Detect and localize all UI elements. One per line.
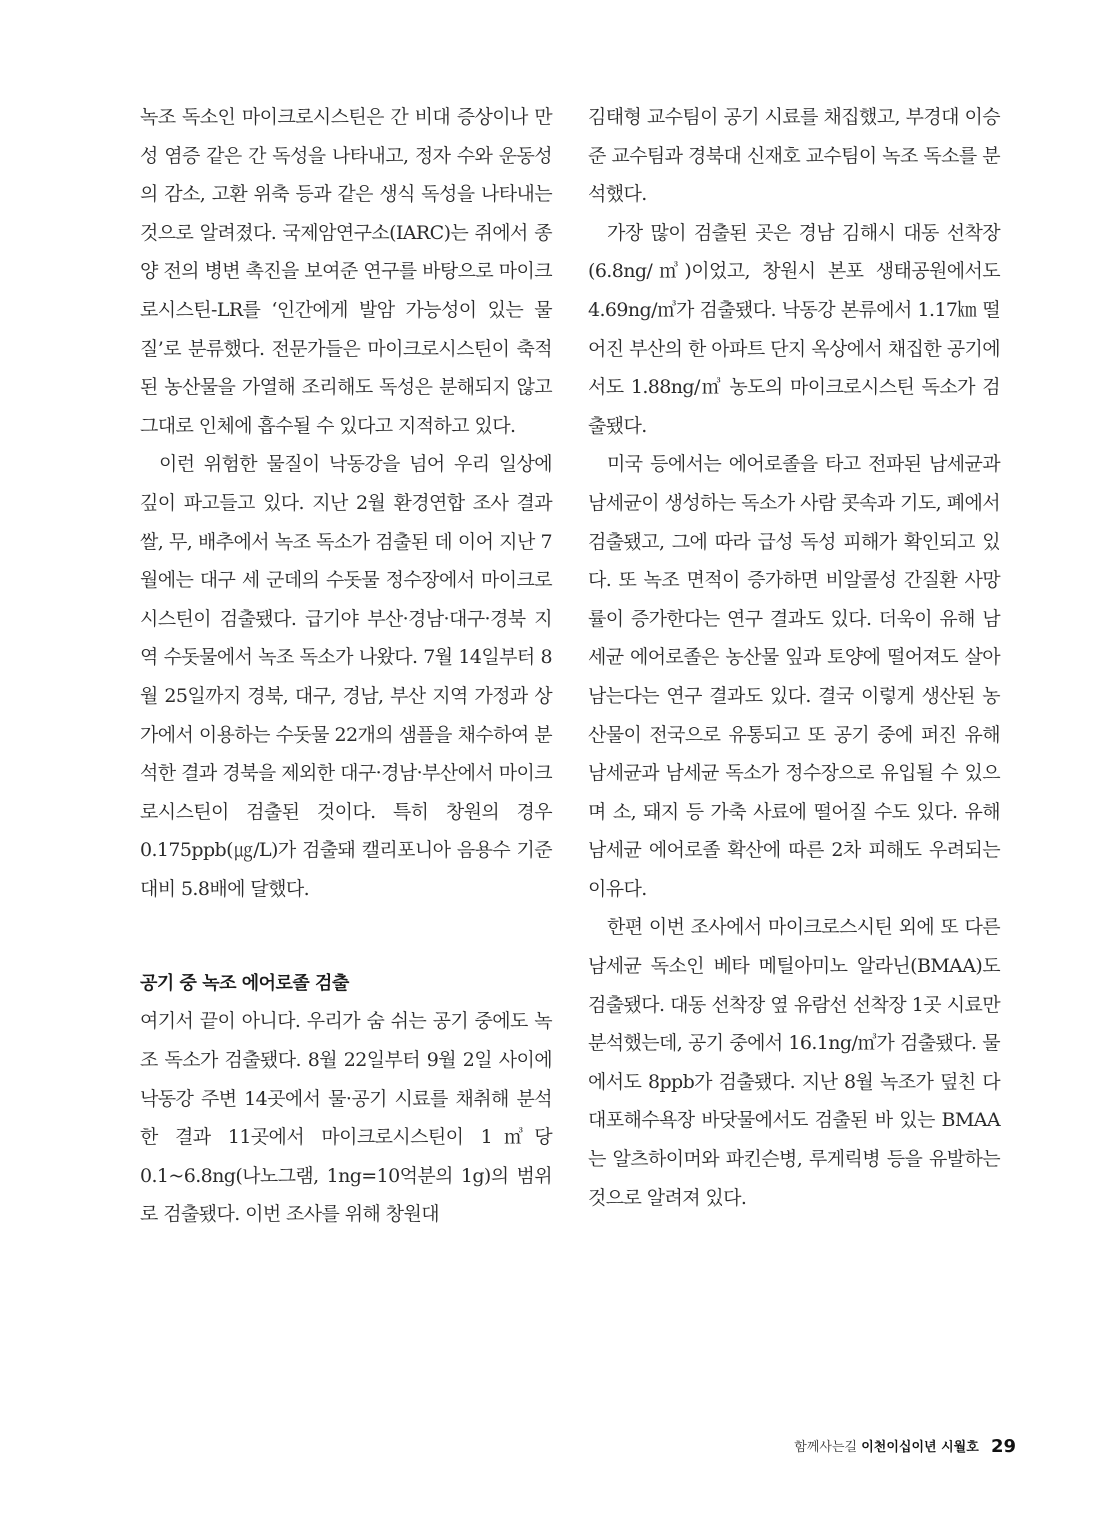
magazine-name: 함께사는길 (794, 1440, 858, 1455)
paragraph: 김태형 교수팀이 공기 시료를 채집했고, 부경대 이승준 교수팀과 경북대 신재호 교수팀이 녹조 독소를 분석했다. (588, 106, 1000, 206)
paragraph: 한편 이번 조사에서 마이크로스시틴 외에 또 다른 남세균 독소인 베타 메틸아미노 알라닌(BMAA)도 검출됐다. 대동 선착장 옆 유람선 선착장 1곳 시료만 분석했는데, 공기 중에서 16.1ng/㎥가 검출됐다. 물에서도 8ppb가 검출됐다. 지난 8월 녹조가 덮친 다대포해수욕장 바닷물에서도 검출된 바 있는 BMAA는 알츠하이머와 파킨슨병, 루게릭병 등을 유발하는 것으로 알려져 있다. (588, 916, 1000, 1209)
issue-label: 이천이십이년 시월호 (861, 1440, 979, 1455)
section-heading: 공기 중 녹조 에어로졸 검출 (140, 973, 349, 995)
right-column (588, 98, 1000, 1217)
page-number: 29 (990, 1436, 1016, 1457)
left-column (140, 98, 552, 1234)
paragraph: 여기서 끝이 아니다. 우리가 숨 쉬는 공기 중에도 녹조 독소가 검출됐다. 8월 22일부터 9월 2일 사이에 낙동강 주변 14곳에서 물·공기 시료를 채취해 분석한 결과 11곳에서 마이크로시스틴이 1㎥당 0.1~6.8ng(나노그램, 1ng=10억분의 1g)의 범위로 검출됐다. 이번 조사를 위해 창원대 (140, 1010, 552, 1226)
paragraph: 미국 등에서는 에어로졸을 타고 전파된 남세균과 남세균이 생성하는 독소가 사람 콧속과 기도, 폐에서 검출됐고, 그에 따라 급성 독성 피해가 확인되고 있다. 또 녹조 면적이 증가하면 비알콜성 간질환 사망률이 증가한다는 연구 결과도 있다. 더욱이 유해 남세균 에어로졸은 농산물 잎과 토양에 떨어져도 살아남는다는 연구 결과도 있다. 결국 이렇게 생산된 농산물이 전국으로 유통되고 또 공기 중에 퍼진 유해 남세균과 남세균 독소가 정수장으로 유입될 수 있으며 소, 돼지 등 가축 사료에 떨어질 수도 있다. 유해 남세균 에어로졸 확산에 따른 2차 피해도 우려되는 이유다. (588, 453, 1000, 900)
paragraph: 녹조 독소인 마이크로시스틴은 간 비대 증상이나 만성 염증 같은 간 독성을 나타내고, 정자 수와 운동성의 감소, 고환 위축 등과 같은 생식 독성을 나타내는 것으로 알려졌다. 국제암연구소(IARC)는 쥐에서 종양 전의 병변 촉진을 보여준 연구를 바탕으로 마이크로시스틴-LR를 ‘인간에게 발암 가능성이 있는 물질’로 분류했다. 전문가들은 마이크로시스틴이 축적된 농산물을 가열해 조리해도 독성은 분해되지 않고 그대로 인체에 흡수될 수 있다고 지적하고 있다. (140, 106, 552, 437)
paragraph: 가장 많이 검출된 곳은 경남 김해시 대동 선착장(6.8ng/㎥)이었고, 창원시 본포 생태공원에서도 4.69ng/㎥가 검출됐다. 낙동강 본류에서 1.17㎞ 떨어진 부산의 한 아파트 단지 옥상에서 채집한 공기에서도 1.88ng/㎥ 농도의 마이크로시스틴 독소가 검출됐다. (588, 221, 1000, 437)
paragraph: 이런 위험한 물질이 낙동강을 넘어 우리 일상에 깊이 파고들고 있다. 지난 2월 환경연합 조사 결과 쌀, 무, 배추에서 녹조 독소가 검출된 데 이어 지난 7월에는 대구 세 군데의 수돗물 정수장에서 마이크로시스틴이 검출됐다. 급기야 부산·경남·대구·경북 지역 수돗물에서 녹조 독소가 나왔다. 7월 14일부터 8월 25일까지 경북, 대구, 경남, 부산 지역 가정과 상가에서 이용하는 수돗물 22개의 샘플을 채수하여 분석한 결과 경북을 제외한 대구·경남·부산에서 마이크로시스틴이 검출된 것이다. 특히 창원의 경우 0.175ppb(㎍/L)가 검출돼 캘리포니아 음용수 기준 대비 5.8배에 달했다. (140, 453, 552, 900)
page-footer (794, 1436, 1016, 1457)
